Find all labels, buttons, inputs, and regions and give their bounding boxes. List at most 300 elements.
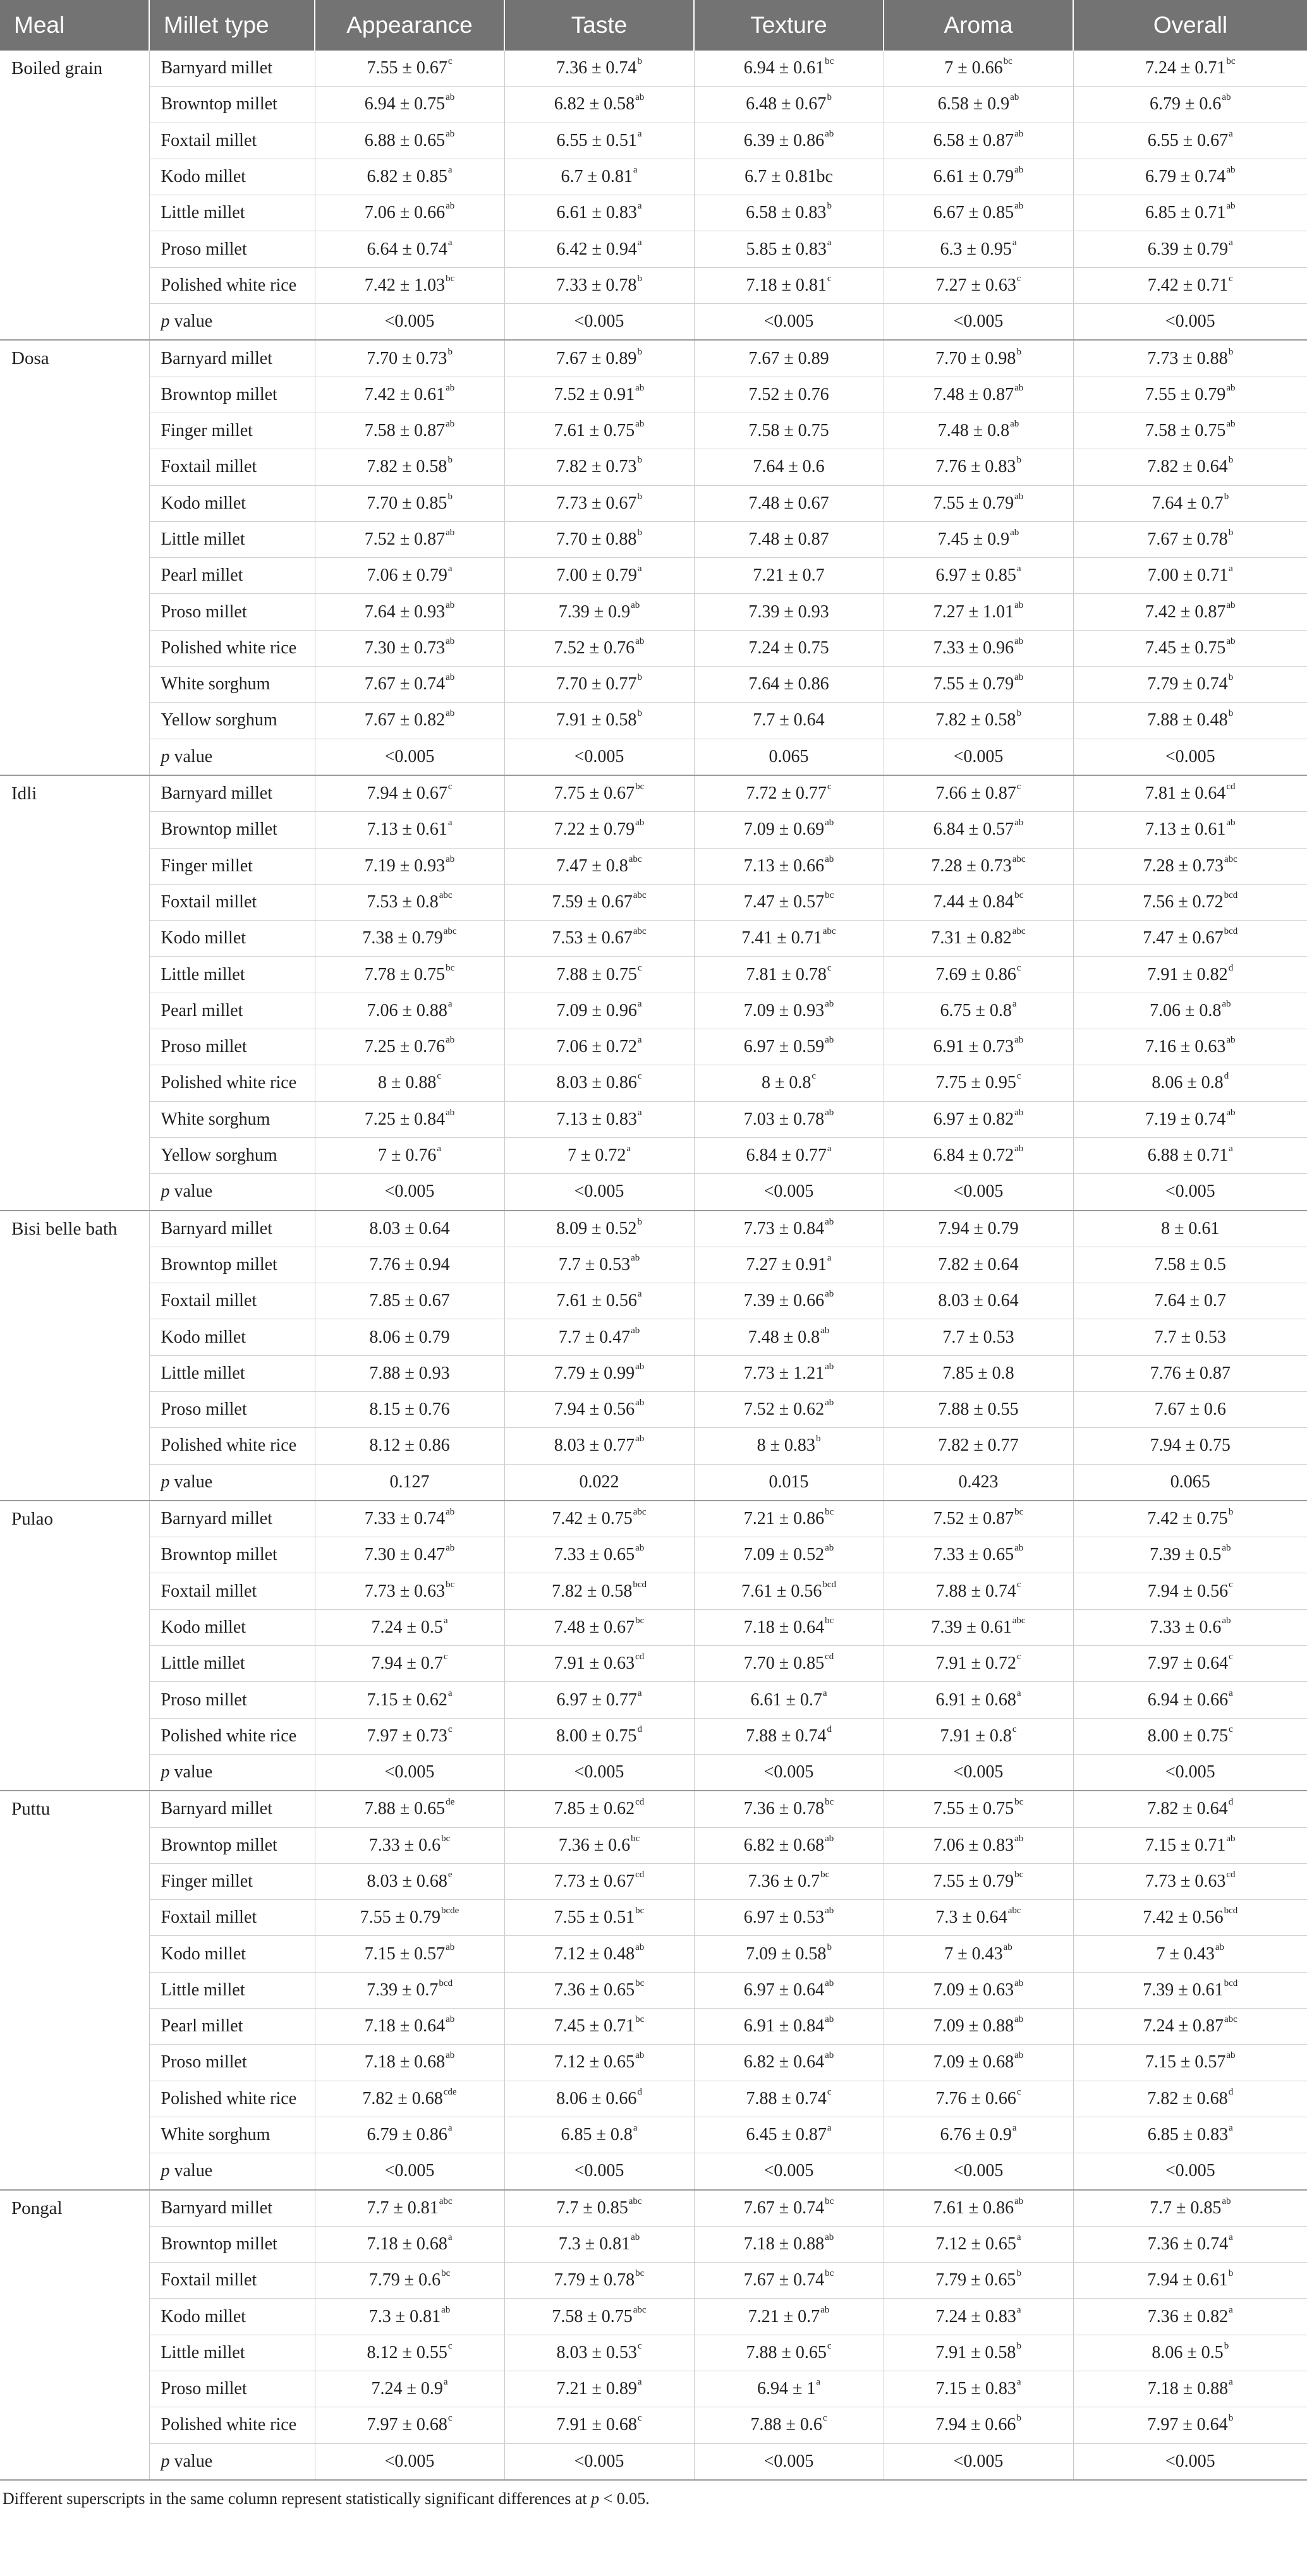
significance-superscript: de — [446, 1797, 455, 1808]
score-cell: 8.06 ± 0.66$^d$ — [504, 2081, 694, 2117]
millet-type-cell: White sorghum — [149, 667, 315, 703]
p-value-label: p value — [149, 1174, 315, 1211]
millet-type-cell: Little millet — [149, 957, 315, 993]
table-row — [0, 340, 1307, 377]
significance-superscript: c — [437, 1071, 442, 1082]
significance-superscript: ab — [825, 854, 834, 864]
significance-superscript: a — [827, 1144, 832, 1154]
table-row — [0, 1791, 1307, 1827]
p-value-cell: <0.005 — [315, 2443, 504, 2480]
significance-superscript: ab — [1226, 818, 1236, 828]
score-cell: 7.38 ± 0.79$^{abc}$ — [315, 921, 504, 957]
score-cell: 7.58 ± 0.87$^{ab}$ — [315, 413, 504, 449]
significance-superscript: ab — [446, 419, 455, 430]
significance-superscript: ab — [441, 2304, 451, 2315]
significance-superscript: ab — [635, 419, 645, 430]
significance-superscript: ab — [1014, 636, 1024, 646]
significance-superscript: ab — [1226, 382, 1236, 393]
score-cell: 6.61 ± 0.79$^{ab}$ — [884, 159, 1073, 195]
score-cell: 7.76 ± 0.83$^b$ — [884, 449, 1073, 485]
score-cell: 7.33 ± 0.78$^b$ — [504, 267, 694, 303]
score-cell: 7.82 ± 0.77 — [884, 1428, 1073, 1464]
significance-superscript: b — [1224, 491, 1229, 502]
score-cell: 7.52 ± 0.76 — [694, 377, 884, 413]
score-cell: 7.24 ± 0.87$^{abc}$ — [1073, 2009, 1307, 2045]
millet-type-cell: Yellow sorghum — [149, 1137, 315, 1173]
score-cell: 6.55 ± 0.51$^a$ — [504, 123, 694, 159]
score-cell: 7 ± 0.43$^{ab}$ — [884, 1936, 1073, 1972]
significance-superscript: b — [1228, 672, 1234, 683]
significance-superscript: d — [1224, 1071, 1229, 1082]
score-cell: 7.78 ± 0.75$^{bc}$ — [315, 957, 504, 993]
significance-superscript: c — [637, 962, 642, 973]
score-cell: 8.12 ± 0.55$^c$ — [315, 2335, 504, 2371]
significance-superscript: abc — [628, 854, 642, 864]
p-value-cell: <0.005 — [884, 2443, 1073, 2480]
score-cell: 7.75 ± 0.67$^{bc}$ — [504, 775, 694, 812]
significance-superscript: a — [827, 237, 832, 248]
significance-superscript: ab — [1226, 1833, 1236, 1844]
significance-superscript: cd — [635, 1797, 645, 1808]
score-cell: 7.12 ± 0.65$^a$ — [884, 2226, 1073, 2262]
significance-superscript: abc — [1224, 854, 1237, 864]
significance-superscript: abc — [633, 1507, 647, 1518]
score-cell: 7.82 ± 0.64$^d$ — [1073, 1791, 1307, 1827]
significance-superscript: bcde — [441, 1906, 459, 1916]
score-cell: 7.88 ± 0.55 — [884, 1391, 1073, 1427]
score-cell: 7.73 ± 0.63$^{cd}$ — [1073, 1863, 1307, 1899]
score-cell: 7.48 ± 0.8$^{ab}$ — [694, 1319, 884, 1355]
significance-superscript: ab — [635, 1942, 645, 1952]
score-cell: 8.00 ± 0.75$^c$ — [1073, 1718, 1307, 1754]
millet-type-cell: Barnyard millet — [149, 775, 315, 812]
significance-superscript: c — [447, 2340, 453, 2351]
meal-name: Idli — [0, 775, 149, 1211]
table-row — [0, 377, 1307, 413]
millet-type-cell: Proso millet — [149, 2371, 315, 2407]
significance-superscript: a — [447, 564, 453, 574]
score-cell: 7.7 ± 0.53 — [1073, 1319, 1307, 1355]
score-cell: 7.7 ± 0.85$^{abc}$ — [504, 2190, 694, 2227]
table-row — [0, 1718, 1307, 1754]
score-cell: 7.15 ± 0.71$^{ab}$ — [1073, 1827, 1307, 1863]
score-cell: 8.09 ± 0.52$^b$ — [504, 1211, 694, 1247]
score-cell: 6.42 ± 0.94$^a$ — [504, 231, 694, 267]
score-cell: 7.75 ± 0.95$^c$ — [884, 1065, 1073, 1101]
millet-type-cell: Polished white rice — [149, 1065, 315, 1101]
significance-superscript: ab — [1014, 2196, 1024, 2206]
millet-type-cell: Yellow sorghum — [149, 703, 315, 739]
score-cell: 7.33 ± 0.65$^{ab}$ — [884, 1537, 1073, 1573]
table-row — [0, 2407, 1307, 2443]
significance-superscript: a — [626, 1144, 631, 1154]
significance-superscript: bc — [825, 890, 834, 900]
significance-superscript: ab — [1014, 491, 1024, 502]
score-cell: 7.21 ± 0.7 — [694, 558, 884, 594]
score-cell: 7.48 ± 0.87$^{ab}$ — [884, 377, 1073, 413]
score-cell: 7.06 ± 0.88$^a$ — [315, 993, 504, 1029]
table-row — [0, 1573, 1307, 1609]
score-cell: 6.97 ± 0.53$^{ab}$ — [694, 1900, 884, 1936]
significance-superscript: b — [637, 1216, 642, 1227]
score-cell: 7.00 ± 0.71$^a$ — [1073, 558, 1307, 594]
p-value-row — [0, 1754, 1307, 1791]
millet-type-cell: Little millet — [149, 1355, 315, 1391]
score-cell: 7.18 ± 0.64$^{bc}$ — [694, 1609, 884, 1645]
table-row — [0, 1065, 1307, 1101]
score-cell: 7.55 ± 0.79$^{bc}$ — [884, 1863, 1073, 1899]
significance-superscript: c — [827, 962, 832, 973]
score-cell: 7.7 ± 0.85$^{ab}$ — [1073, 2190, 1307, 2227]
significance-superscript: b — [637, 708, 642, 719]
significance-superscript: d — [1228, 1797, 1234, 1808]
score-cell: 7.61 ± 0.56$^{bcd}$ — [694, 1573, 884, 1609]
significance-superscript: ab — [635, 382, 645, 393]
score-cell: 8.03 ± 0.86$^c$ — [504, 1065, 694, 1101]
table-row — [0, 703, 1307, 739]
p-value-cell: <0.005 — [504, 2153, 694, 2190]
score-cell: 7.18 ± 0.64$^{ab}$ — [315, 2009, 504, 2045]
significance-superscript: c — [1016, 782, 1021, 792]
score-cell: 7.13 ± 0.61$^{ab}$ — [1073, 812, 1307, 848]
score-cell: 7.70 ± 0.98$^b$ — [884, 340, 1073, 377]
table-row — [0, 123, 1307, 159]
score-cell: 7.09 ± 0.88$^{ab}$ — [884, 2009, 1073, 2045]
significance-superscript: ab — [1010, 92, 1019, 103]
significance-superscript: ab — [825, 1035, 834, 1046]
table-row — [0, 1609, 1307, 1645]
score-cell: 7.97 ± 0.64$^b$ — [1073, 2407, 1307, 2443]
p-value-cell: 0.127 — [315, 1464, 504, 1501]
significance-superscript: bc — [1003, 56, 1012, 67]
significance-superscript: cde — [443, 2086, 457, 2097]
significance-superscript: ab — [635, 1434, 645, 1444]
significance-superscript: b — [1228, 2413, 1234, 2424]
significance-superscript: abc — [439, 890, 453, 900]
millet-type-cell: Little millet — [149, 195, 315, 231]
significance-superscript: abc — [633, 890, 647, 900]
score-cell: 7.88 ± 0.93 — [315, 1355, 504, 1391]
score-cell: 7.48 ± 0.8$^{ab}$ — [884, 413, 1073, 449]
score-cell: 7.91 ± 0.58$^b$ — [884, 2335, 1073, 2371]
score-cell: 6.45 ± 0.87$^a$ — [694, 2117, 884, 2153]
significance-superscript: a — [447, 2232, 453, 2242]
score-cell: 6.82 ± 0.58$^{ab}$ — [504, 87, 694, 123]
significance-superscript: a — [633, 165, 638, 176]
significance-superscript: abc — [1012, 1615, 1026, 1626]
score-cell: 7.91 ± 0.63$^{cd}$ — [504, 1646, 694, 1682]
meal-name: Dosa — [0, 340, 149, 775]
score-cell: 7.55 ± 0.51$^{bc}$ — [504, 1900, 694, 1936]
significance-superscript: bcd — [1224, 1906, 1238, 1916]
score-cell: 7.33 ± 0.74$^{ab}$ — [315, 1501, 504, 1537]
score-cell: 7.73 ± 0.67$^b$ — [504, 485, 694, 521]
millet-type-cell: Kodo millet — [149, 159, 315, 195]
significance-superscript: bc — [825, 1797, 834, 1808]
score-cell: 7.47 ± 0.8$^{abc}$ — [504, 848, 694, 884]
millet-type-cell: Barnyard millet — [149, 1211, 315, 1247]
table-row — [0, 485, 1307, 521]
score-cell: 7.52 ± 0.91$^{ab}$ — [504, 377, 694, 413]
significance-superscript: a — [447, 237, 453, 248]
score-cell: 6.91 ± 0.68$^a$ — [884, 1682, 1073, 1718]
p-value-cell: <0.005 — [315, 739, 504, 775]
significance-superscript: bc — [820, 1869, 830, 1880]
score-cell: 7.52 ± 0.62$^{ab}$ — [694, 1391, 884, 1427]
score-cell: 7.09 ± 0.96$^a$ — [504, 993, 694, 1029]
score-cell: 7.09 ± 0.58$^b$ — [694, 1936, 884, 1972]
significance-superscript: ab — [446, 128, 455, 139]
score-cell: 6.48 ± 0.67$^b$ — [694, 87, 884, 123]
significance-superscript: a — [447, 2123, 453, 2134]
header-overall: Overall — [1073, 0, 1307, 51]
p-value-cell: <0.005 — [504, 1174, 694, 1211]
score-cell: 6.82 ± 0.85$^a$ — [315, 159, 504, 195]
score-cell: 7.16 ± 0.63$^{ab}$ — [1073, 1029, 1307, 1065]
score-cell: 6.75 ± 0.8$^a$ — [884, 993, 1073, 1029]
significance-superscript: a — [1229, 2232, 1233, 2242]
p-value-row — [0, 1174, 1307, 1211]
significance-superscript: ab — [1226, 600, 1236, 610]
significance-superscript: bc — [446, 273, 455, 284]
significance-superscript: a — [637, 998, 642, 1009]
significance-superscript: bc — [635, 1615, 645, 1626]
significance-superscript: abc — [443, 926, 457, 937]
score-cell: 7.64 ± 0.86 — [694, 667, 884, 703]
score-cell: 7.45 ± 0.75$^{ab}$ — [1073, 630, 1307, 666]
score-cell: 7.21 ± 0.89$^a$ — [504, 2371, 694, 2407]
score-cell: 6.58 ± 0.87$^{ab}$ — [884, 123, 1073, 159]
significance-superscript: ab — [825, 1107, 834, 1118]
millet-type-cell: White sorghum — [149, 1101, 315, 1137]
score-cell: 7.76 ± 0.94 — [315, 1247, 504, 1283]
score-cell: 7.61 ± 0.86$^{ab}$ — [884, 2190, 1073, 2227]
score-cell: 7.7 ± 0.64 — [694, 703, 884, 739]
millet-type-cell: Kodo millet — [149, 1936, 315, 1972]
table-row — [0, 594, 1307, 630]
significance-superscript: ab — [446, 636, 455, 646]
table-row — [0, 1863, 1307, 1899]
p-value-cell: <0.005 — [1073, 304, 1307, 341]
significance-superscript: cd — [825, 1652, 834, 1662]
significance-superscript: ab — [446, 92, 455, 103]
score-cell: 8.03 ± 0.64 — [884, 1283, 1073, 1319]
significance-superscript: a — [1229, 128, 1233, 139]
significance-superscript: ab — [635, 2050, 645, 2061]
header-aroma: Aroma — [884, 0, 1073, 51]
p-value-row — [0, 739, 1307, 775]
score-cell: 7.15 ± 0.62$^a$ — [315, 1682, 504, 1718]
p-value-cell: 0.065 — [1073, 1464, 1307, 1501]
score-cell: 7.00 ± 0.79$^a$ — [504, 558, 694, 594]
significance-superscript: b — [1228, 708, 1234, 719]
score-cell: 7.7 ± 0.53$^{ab}$ — [504, 1247, 694, 1283]
score-cell: 7.36 ± 0.74$^b$ — [504, 51, 694, 87]
p-value-cell: <0.005 — [1073, 739, 1307, 775]
p-value-cell: 0.022 — [504, 1464, 694, 1501]
p-value-cell: 0.423 — [884, 1464, 1073, 1501]
significance-superscript: c — [1016, 962, 1021, 973]
score-cell: 8.12 ± 0.86 — [315, 1428, 504, 1464]
score-cell: 7.73 ± 0.84$^{ab}$ — [694, 1211, 884, 1247]
significance-superscript: b — [1016, 2340, 1021, 2351]
significance-superscript: c — [1016, 1071, 1021, 1082]
significance-superscript: a — [443, 1615, 448, 1626]
significance-superscript: a — [822, 1688, 827, 1698]
score-cell: 6.91 ± 0.84$^{ab}$ — [694, 2009, 884, 2045]
significance-superscript: a — [1229, 237, 1233, 248]
p-value-label: p value — [149, 2443, 315, 2480]
millet-type-cell: Kodo millet — [149, 485, 315, 521]
significance-superscript: d — [1228, 2086, 1234, 2097]
score-cell: 7.47 ± 0.67$^{bcd}$ — [1073, 921, 1307, 957]
significance-superscript: a — [1012, 998, 1017, 1009]
significance-superscript: b — [1016, 2413, 1021, 2424]
millet-type-cell: Polished white rice — [149, 2407, 315, 2443]
score-cell: 6.76 ± 0.9$^a$ — [884, 2117, 1073, 2153]
table-row — [0, 812, 1307, 848]
score-cell: 7.88 ± 0.48$^b$ — [1073, 703, 1307, 739]
score-cell: 7.70 ± 0.85$^b$ — [315, 485, 504, 521]
meal-name: Puttu — [0, 1791, 149, 2189]
score-cell: 7.94 ± 0.75 — [1073, 1428, 1307, 1464]
score-cell: 7.79 ± 0.6$^{bc}$ — [315, 2263, 504, 2299]
table-row — [0, 51, 1307, 87]
header-taste: Taste — [504, 0, 694, 51]
score-cell: 7.97 ± 0.73$^c$ — [315, 1718, 504, 1754]
significance-superscript: b — [1228, 455, 1234, 466]
significance-superscript: c — [827, 2340, 832, 2351]
significance-superscript: b — [827, 1942, 832, 1952]
significance-superscript: bcd — [1224, 890, 1238, 900]
table-row — [0, 2081, 1307, 2117]
p-value-cell: 0.015 — [694, 1464, 884, 1501]
significance-superscript: ab — [1014, 672, 1024, 683]
significance-superscript: ab — [1014, 2014, 1024, 2025]
score-cell: 7.25 ± 0.84$^{ab}$ — [315, 1101, 504, 1137]
score-cell: 7.67 ± 0.89 — [694, 340, 884, 377]
score-cell: 5.85 ± 0.83$^a$ — [694, 231, 884, 267]
p-value-cell: <0.005 — [1073, 2153, 1307, 2190]
significance-superscript: a — [1012, 2123, 1017, 2134]
score-cell: 6.39 ± 0.79$^a$ — [1073, 231, 1307, 267]
significance-superscript: bc — [1014, 890, 1024, 900]
score-cell: 6.84 ± 0.57$^{ab}$ — [884, 812, 1073, 848]
p-value-cell: <0.005 — [504, 1754, 694, 1791]
significance-superscript: c — [1012, 1724, 1017, 1734]
score-cell: 7.70 ± 0.77$^b$ — [504, 667, 694, 703]
table-row — [0, 1936, 1307, 1972]
score-cell: 7.42 ± 0.75$^{abc}$ — [504, 1501, 694, 1537]
significance-superscript: ab — [825, 818, 834, 828]
significance-superscript: b — [447, 346, 453, 357]
millet-type-cell: Barnyard millet — [149, 1791, 315, 1827]
millet-type-cell: Foxtail millet — [149, 884, 315, 920]
significance-superscript: cd — [635, 1652, 645, 1662]
millet-type-cell: Proso millet — [149, 2045, 315, 2081]
score-cell: 7.24 ± 0.75 — [694, 630, 884, 666]
table-row — [0, 848, 1307, 884]
millet-type-cell: Finger millet — [149, 1863, 315, 1899]
score-cell: 7.73 ± 1.21$^{ab}$ — [694, 1355, 884, 1391]
table-row — [0, 1428, 1307, 1464]
significance-superscript: ab — [1014, 600, 1024, 610]
millet-type-cell: Polished white rice — [149, 2081, 315, 2117]
p-value-row — [0, 1464, 1307, 1501]
significance-superscript: c — [1229, 1579, 1233, 1590]
significance-superscript: ab — [446, 600, 455, 610]
table-row — [0, 2335, 1307, 2371]
score-cell: 7.39 ± 0.5$^{ab}$ — [1073, 1537, 1307, 1573]
score-cell: 7.06 ± 0.66$^{ab}$ — [315, 195, 504, 231]
significance-superscript: a — [447, 998, 453, 1009]
score-cell: 7.42 ± 0.87$^{ab}$ — [1073, 594, 1307, 630]
significance-superscript: ab — [825, 1361, 834, 1372]
score-cell: 7.82 ± 0.58$^b$ — [884, 703, 1073, 739]
score-cell: 6.55 ± 0.67$^a$ — [1073, 123, 1307, 159]
significance-superscript: a — [437, 1144, 442, 1154]
significance-superscript: ab — [1003, 1942, 1012, 1952]
p-value-cell: <0.005 — [694, 304, 884, 341]
score-cell: 7.36 ± 0.7$^{bc}$ — [694, 1863, 884, 1899]
score-cell: 7.09 ± 0.93$^{ab}$ — [694, 993, 884, 1029]
score-cell: 7.09 ± 0.68$^{ab}$ — [884, 2045, 1073, 2081]
significance-superscript: b — [637, 56, 642, 67]
score-cell: 7.52 ± 0.76$^{ab}$ — [504, 630, 694, 666]
score-cell: 6.85 ± 0.71$^{ab}$ — [1073, 195, 1307, 231]
score-cell: 6.61 ± 0.7$^a$ — [694, 1682, 884, 1718]
significance-superscript: a — [1016, 564, 1021, 574]
score-cell: 6.84 ± 0.77$^a$ — [694, 1137, 884, 1173]
meal-name: Pulao — [0, 1501, 149, 1791]
significance-superscript: ab — [825, 1833, 834, 1844]
significance-superscript: cd — [635, 1869, 645, 1880]
p-value-cell: <0.005 — [884, 739, 1073, 775]
score-cell: 7.48 ± 0.67 — [694, 485, 884, 521]
significance-superscript: ab — [446, 2014, 455, 2025]
significance-superscript: abc — [633, 926, 647, 937]
meal-name: Bisi belle bath — [0, 1211, 149, 1501]
significance-superscript: c — [1229, 1724, 1233, 1734]
millet-type-cell: Polished white rice — [149, 1718, 315, 1754]
table-row — [0, 1646, 1307, 1682]
score-cell: 7.58 ± 0.75$^{abc}$ — [504, 2299, 694, 2335]
score-cell: 7.97 ± 0.64$^c$ — [1073, 1646, 1307, 1682]
score-cell: 7 ± 0.66$^{bc}$ — [884, 51, 1073, 87]
score-cell: 7.82 ± 0.73$^b$ — [504, 449, 694, 485]
table-row — [0, 1319, 1307, 1355]
score-cell: 7.7 ± 0.53 — [884, 1319, 1073, 1355]
p-value-cell: <0.005 — [315, 304, 504, 341]
score-cell: 7.61 ± 0.75$^{ab}$ — [504, 413, 694, 449]
significance-superscript: a — [827, 2123, 832, 2134]
score-cell: 7.18 ± 0.68$^{ab}$ — [315, 2045, 504, 2081]
score-cell: 6.67 ± 0.85$^{ab}$ — [884, 195, 1073, 231]
significance-superscript: c — [812, 1071, 817, 1082]
score-cell: 7.76 ± 0.87 — [1073, 1355, 1307, 1391]
score-cell: 7.70 ± 0.85$^{cd}$ — [694, 1646, 884, 1682]
significance-superscript: ab — [446, 201, 455, 212]
score-cell: 7.58 ± 0.75 — [694, 413, 884, 449]
header-appearance: Appearance — [315, 0, 504, 51]
significance-superscript: a — [637, 237, 642, 248]
p-value-cell: <0.005 — [315, 2153, 504, 2190]
score-cell: 7.31 ± 0.82$^{abc}$ — [884, 921, 1073, 957]
score-cell: 6.97 ± 0.82$^{ab}$ — [884, 1101, 1073, 1137]
significance-superscript: bc — [825, 2268, 834, 2279]
score-cell: 7.42 ± 0.71$^c$ — [1073, 267, 1307, 303]
significance-superscript: ab — [825, 1906, 834, 1916]
